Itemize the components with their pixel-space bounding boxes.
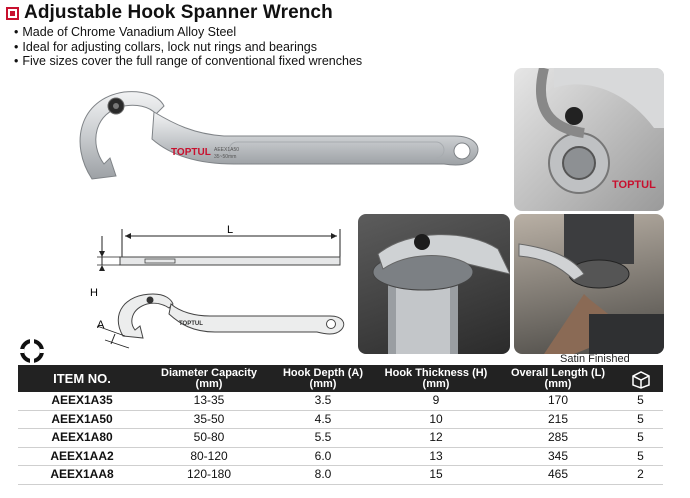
dimension-diagram xyxy=(85,224,355,359)
height-label: H xyxy=(90,287,98,299)
table-row: AEEX1A50 35-50 4.5 10 215 5 xyxy=(18,411,663,430)
table-row: AEEX1AA8 120-180 8.0 15 465 2 xyxy=(18,466,663,485)
svg-text:35~50mm: 35~50mm xyxy=(214,154,237,160)
photo-wrench-in-use xyxy=(514,214,664,354)
feature-item: • Ideal for adjusting collars, lock nut rings and bearings xyxy=(14,40,362,55)
column-header-item: ITEM NO. xyxy=(53,371,111,386)
feature-list xyxy=(14,25,362,69)
column-header-thickness: Hook Thickness (H) (mm) xyxy=(384,366,488,390)
spec-table-body xyxy=(18,392,663,485)
page-title-row xyxy=(6,2,333,24)
photo-wrench-on-locknut xyxy=(514,68,664,211)
column-header-diameter: Diameter Capacity (mm) xyxy=(161,366,257,390)
box-quantity-icon xyxy=(630,369,652,389)
table-row: AEEX1A80 50-80 5.5 12 285 5 xyxy=(18,429,663,448)
column-header-length: Overall Length (L) (mm) xyxy=(510,366,606,390)
page-title: Adjustable Hook Spanner Wrench xyxy=(24,2,333,23)
photo-wrench-on-shaft xyxy=(358,214,510,354)
svg-text:AEEX1A50: AEEX1A50 xyxy=(214,147,240,153)
hook-spanner-symbol-icon xyxy=(18,338,46,364)
finish-note: Satin Finished xyxy=(560,353,630,365)
length-label: L xyxy=(227,224,234,236)
brand-logo: TOPTUL xyxy=(171,147,211,158)
svg-text:TOPTUL: TOPTUL xyxy=(179,321,203,327)
wrench-product-image xyxy=(64,84,484,199)
feature-item: • Five sizes cover the full range of conventional fixed wrenches xyxy=(14,54,362,69)
column-header-depth: Hook Depth (A) (mm) xyxy=(282,366,364,390)
column-header-package xyxy=(618,365,663,392)
depth-label: A xyxy=(97,319,105,331)
square-bullet-icon xyxy=(6,7,19,20)
feature-item: • Made of Chrome Vanadium Alloy Steel xyxy=(14,25,362,40)
table-row: AEEX1A35 13-35 3.5 9 170 5 xyxy=(18,392,663,411)
table-row: AEEX1AA2 80-120 6.0 13 345 5 xyxy=(18,448,663,467)
spec-table-header xyxy=(18,365,663,392)
svg-text:TOPTUL: TOPTUL xyxy=(612,179,656,191)
